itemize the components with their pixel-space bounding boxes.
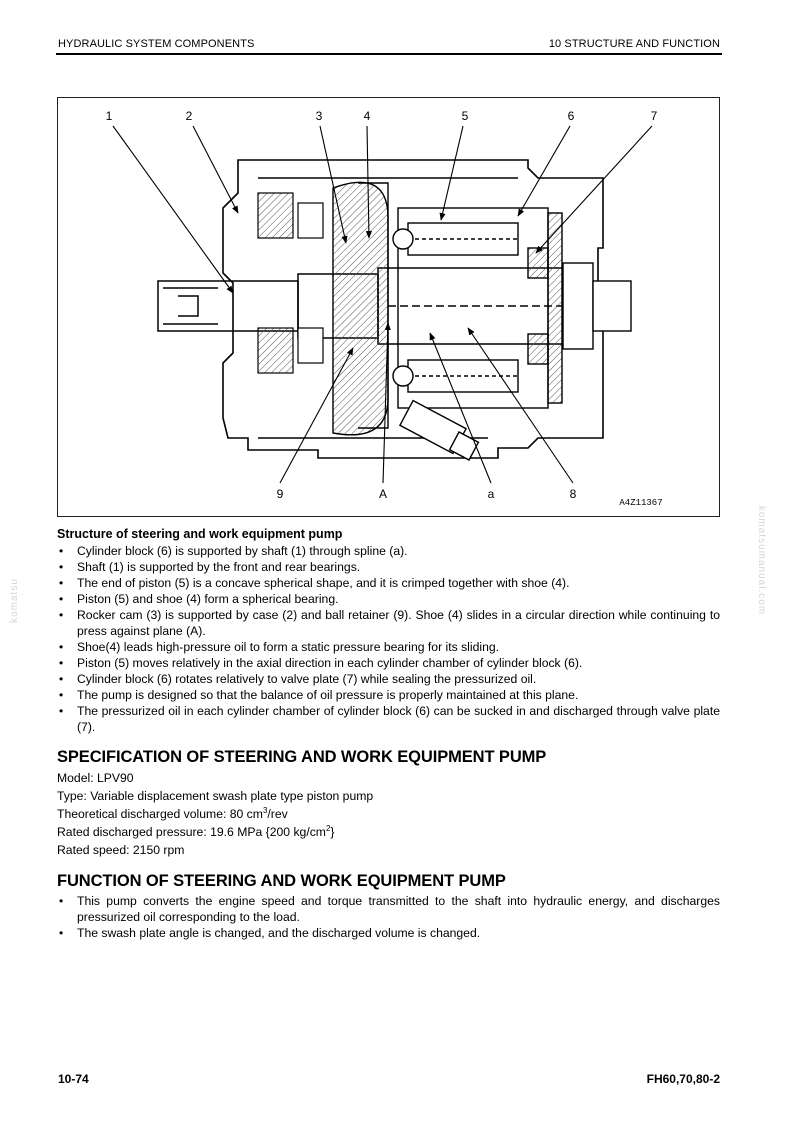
structure-bullet: • Shoe(4) leads high-pressure oil to form a static pressure bearing for its sliding. (57, 639, 720, 655)
specification-heading: SPECIFICATION OF STEERING AND WORK EQUIPMENT PUMP (57, 748, 547, 766)
function-heading: FUNCTION OF STEERING AND WORK EQUIPMENT PUMP (57, 872, 506, 890)
structure-bullet: • Cylinder block (6) is supported by shaft (1) through spline (a). (57, 543, 720, 559)
structure-bullet: • The pressurized oil in each cylinder chamber of cylinder block (6) can be sucked in and discharged through valve plate (7). (57, 703, 720, 735)
valve-plate (528, 213, 631, 403)
pump-cross-section-figure (57, 97, 720, 517)
cylinder-block (393, 208, 548, 408)
callout-2: 2 (185, 109, 193, 123)
spec-volume (57, 805, 720, 823)
callout-5: 5 (461, 109, 469, 123)
spec-pressure-exponent: 2 (325, 823, 331, 833)
pump-drawing (58, 98, 719, 516)
callout-4: 4 (363, 109, 371, 123)
structure-bullet: • The end of piston (5) is a concave spherical shape, and it is crimped together with shoe (4). (57, 575, 720, 591)
callout-6: 6 (567, 109, 575, 123)
callout-A: A (378, 487, 388, 501)
spec-type: Type: Variable displacement swash plate type piston pump (57, 789, 374, 803)
function-bullet: • This pump converts the engine speed and torque transmitted to the shaft into hydraulic energy, and discharges pressurized oil corresponding to the load. (57, 893, 720, 925)
model-code: FH60,70,80-2 (646, 1072, 720, 1086)
running-header-section: HYDRAULIC SYSTEM COMPONENTS (58, 38, 255, 50)
control-valve (400, 401, 478, 460)
structure-list (57, 543, 720, 735)
spec-volume-unit: /rev (267, 807, 288, 821)
structure-bullet: • Cylinder block (6) rotates relatively to valve plate (7) while sealing the pressurized oil. (57, 671, 720, 687)
callout-8: 8 (569, 487, 577, 501)
header-rule (56, 53, 722, 55)
main-content (57, 526, 720, 941)
structure-bullet: • Piston (5) and shoe (4) form a spherical bearing. (57, 591, 720, 607)
running-header-chapter: 10 STRUCTURE AND FUNCTION (548, 38, 720, 50)
spec-pressure-close: } (330, 825, 335, 839)
structure-bullet: • The pump is designed so that the balance of oil pressure is properly maintained at this plane. (57, 687, 720, 703)
structure-bullet: • Shaft (1) is supported by the front and rear bearings. (57, 559, 720, 575)
callout-3: 3 (315, 109, 323, 123)
structure-bullet: • Rocker cam (3) is supported by case (2) and ball retainer (9). Shoe (4) slides in a circular direction while continuing to press against plane (A). (57, 607, 720, 639)
spec-model: Model: LPV90 (57, 771, 134, 785)
callout-a: a (487, 487, 495, 501)
spec-volume-text: Theoretical discharged volume: 80 cm (57, 807, 263, 821)
function-list (57, 893, 720, 941)
watermark-left: komatsu (8, 578, 20, 623)
front-bearing (258, 193, 323, 373)
structure-bullet: • Piston (5) moves relatively in the axial direction in each cylinder chamber of cylinder block (6). (57, 655, 720, 671)
function-bullet: • The swash plate angle is changed, and the discharged volume is changed. (57, 925, 720, 941)
callout-9: 9 (276, 487, 284, 501)
page-number: 10-74 (58, 1072, 89, 1086)
callout-1: 1 (105, 109, 113, 123)
structure-heading: Structure of steering and work equipment pump (57, 527, 343, 541)
spec-speed: Rated speed: 2150 rpm (57, 843, 185, 857)
spec-pressure (57, 823, 720, 841)
watermark-right: komatsumanual.com (756, 505, 768, 616)
callout-7: 7 (650, 109, 658, 123)
spec-volume-exponent: 3 (262, 805, 268, 815)
spec-pressure-text: Rated discharged pressure: 19.6 MPa {200 kg/cm (57, 825, 326, 839)
figure-code: A4Z11367 (619, 498, 663, 508)
